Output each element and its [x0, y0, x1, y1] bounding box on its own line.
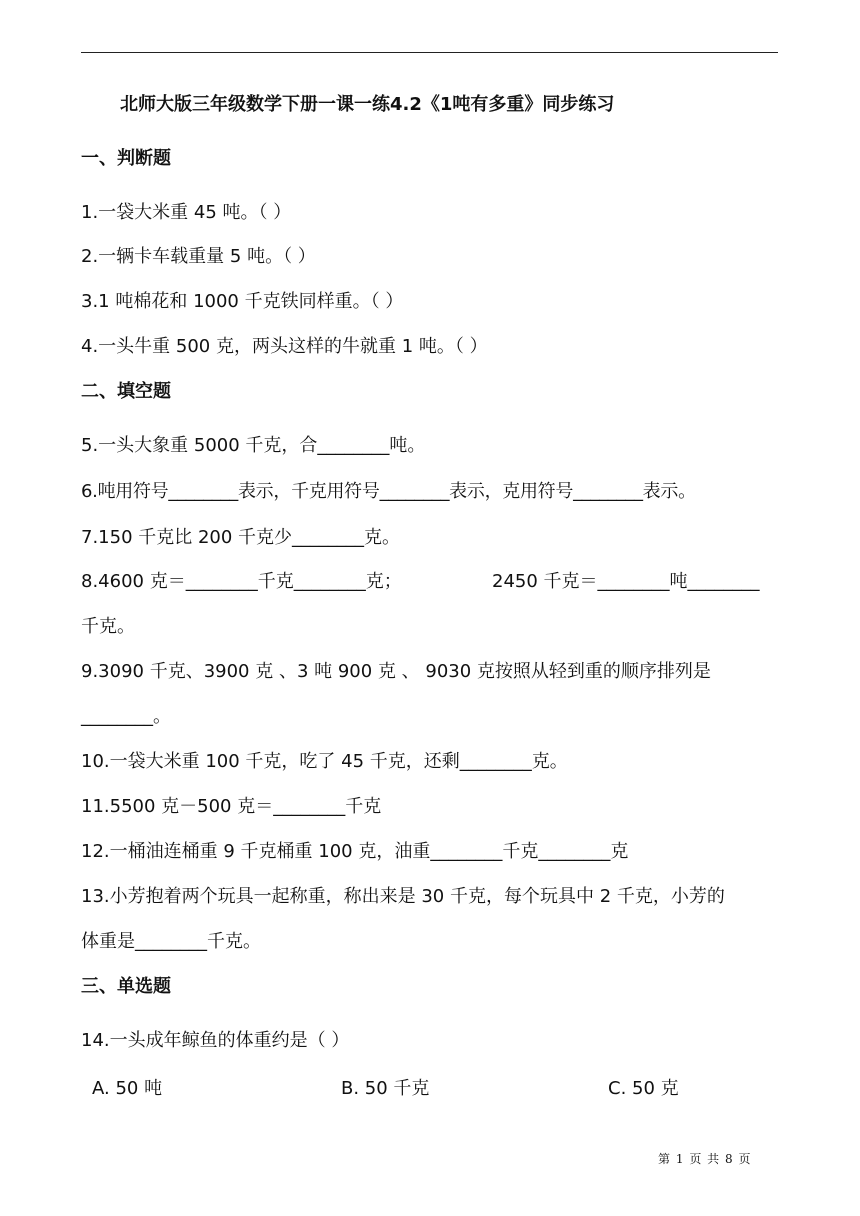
question-9-line-1: 9.3090 千克、3900 克 、3 吨 900 克 、 9030 克按照从轻到重的顺序排列是: [81, 661, 711, 682]
question-1: 1.一袋大米重 45 吨。（ ）: [81, 202, 292, 223]
section-heading-fill-blank: 二、填空题: [81, 381, 171, 402]
footer-ye: 页: [689, 1152, 702, 1166]
question-13-line-2: 体重是________千克。: [81, 931, 261, 952]
question-12: 12.一桶油连桶重 9 千克桶重 100 克，油重________千克________克: [81, 841, 629, 862]
option-a: A. 50 吨: [92, 1078, 163, 1099]
question-7: 7.150 千克比 200 千克少________克。: [81, 527, 401, 548]
footer-page-number: 1: [675, 1152, 684, 1166]
question-5: 5.一头大象重 5000 千克，合________吨。: [81, 435, 426, 456]
header-rule: [81, 52, 778, 53]
footer-di: 第: [658, 1152, 671, 1166]
footer-gong: 共: [707, 1152, 720, 1166]
page-title: 北师大版三年级数学下册一课一练4.2《1吨有多重》同步练习: [120, 94, 615, 115]
question-13-line-1: 13.小芳抱着两个玩具一起称重，称出来是 30 千克，每个玩具中 2 千克，小芳的: [81, 886, 725, 907]
question-9-line-2: ________。: [81, 706, 171, 727]
question-8-part-a: 8.4600 克＝________千克________克；: [81, 571, 402, 592]
page-footer: [657, 1150, 751, 1167]
question-2: 2.一辆卡车载重量 5 吨。（ ）: [81, 246, 316, 267]
question-4: 4.一头牛重 500 克，两头这样的牛就重 1 吨。（ ）: [81, 336, 488, 357]
question-8-part-c: 千克。: [81, 616, 135, 637]
footer-ye-2: 页: [738, 1152, 751, 1166]
question-10: 10.一袋大米重 100 千克，吃了 45 千克，还剩________克。: [81, 751, 568, 772]
footer-total-pages: 8: [725, 1152, 733, 1166]
question-14: 14.一头成年鲸鱼的体重约是（ ）: [81, 1030, 350, 1051]
question-8-part-b: 2450 千克＝________吨________: [492, 571, 760, 592]
question-3: 3.1 吨棉花和 1000 千克铁同样重。（ ）: [81, 291, 404, 312]
option-b: B. 50 千克: [341, 1078, 430, 1099]
section-heading-single-choice: 三、单选题: [81, 976, 171, 997]
question-11: 11.5500 克－500 克＝________千克: [81, 796, 382, 817]
option-c: C. 50 克: [608, 1078, 679, 1099]
question-6: 6.吨用符号________表示，千克用符号________表示，克用符号________表示。: [81, 481, 696, 502]
section-heading-judgment: 一、判断题: [81, 148, 171, 169]
